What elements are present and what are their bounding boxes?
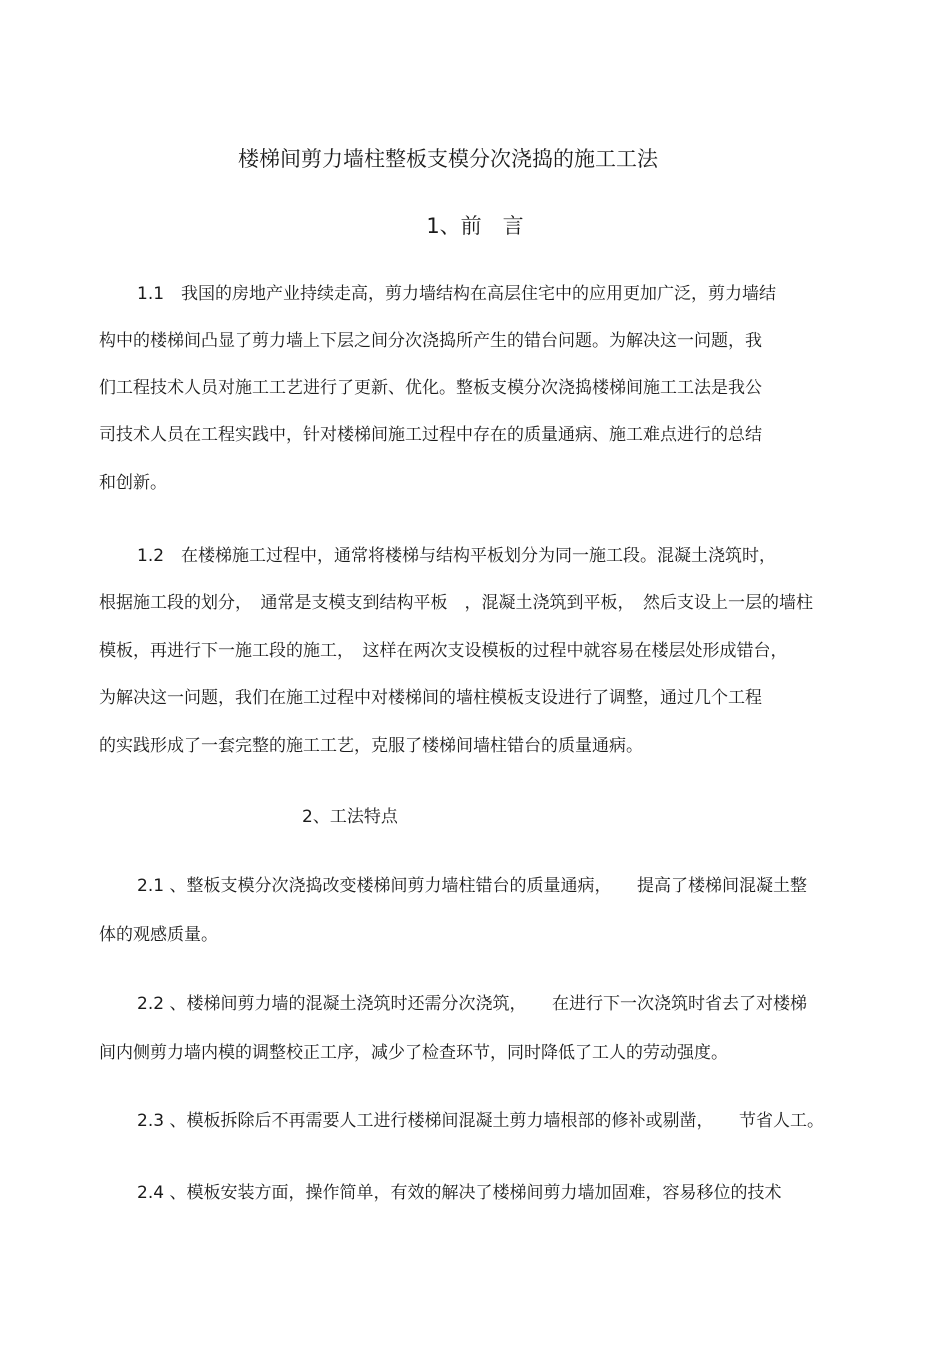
paragraph-line: 2.3 、模板拆除后不再需要人工进行楼梯间混凝土剪力墙根部的修补或剔凿， 节省人工。 (137, 1111, 824, 1131)
paragraph-line: 为解决这一问题，我们在施工过程中对楼梯间的墙柱模板支设进行了调整，通过几个工程 (99, 688, 762, 708)
paragraph-line: 们工程技术人员对施工工艺进行了更新、优化。整板支模分次浇捣楼梯间施工工法是我公 (99, 378, 762, 398)
paragraph-line: 2.4 、模板安装方面，操作简单，有效的解决了楼梯间剪力墙加固难，容易移位的技术 (137, 1183, 782, 1203)
paragraph-line: 2.1 、整板支模分次浇捣改变楼梯间剪力墙柱错台的质量通病， 提高了楼梯间混凝土整 (137, 876, 807, 896)
paragraph-line: 根据施工段的划分， 通常是支模支到结构平板 ，混凝土浇筑到平板， 然后支设上一层的墙柱 (99, 593, 813, 613)
paragraph-line: 模板，再进行下一施工段的施工， 这样在两次支设模板的过程中就容易在楼层处形成错台， (99, 641, 788, 661)
section-heading-1: 1、前 言 (426, 214, 524, 238)
paragraph-line: 体的观感质量。 (99, 925, 218, 945)
paragraph-line: 构中的楼梯间凸显了剪力墙上下层之间分次浇捣所产生的错台问题。为解决这一问题，我 (99, 331, 762, 351)
paragraph-line: 1.1 我国的房地产业持续走高，剪力墙结构在高层住宅中的应用更加广泛，剪力墙结 (137, 284, 777, 304)
document-title: 楼梯间剪力墙柱整板支模分次浇捣的施工工法 (238, 147, 658, 171)
paragraph-line: 间内侧剪力墙内模的调整校正工序，减少了检查环节，同时降低了工人的劳动强度。 (99, 1043, 728, 1063)
section-heading-2: 2、工法特点 (302, 807, 398, 827)
paragraph-line: 2.2 、楼梯间剪力墙的混凝土浇筑时还需分次浇筑， 在进行下一次浇筑时省去了对楼梯 (137, 994, 807, 1014)
paragraph-line: 1.2 在楼梯施工过程中，通常将楼梯与结构平板划分为同一施工段。混凝土浇筑时， (137, 546, 777, 566)
paragraph-line: 的实践形成了一套完整的施工工艺，克服了楼梯间墙柱错台的质量通病。 (99, 736, 643, 756)
paragraph-line: 司技术人员在工程实践中，针对楼梯间施工过程中存在的质量通病、施工难点进行的总结 (99, 425, 762, 445)
paragraph-line: 和创新。 (99, 473, 167, 493)
